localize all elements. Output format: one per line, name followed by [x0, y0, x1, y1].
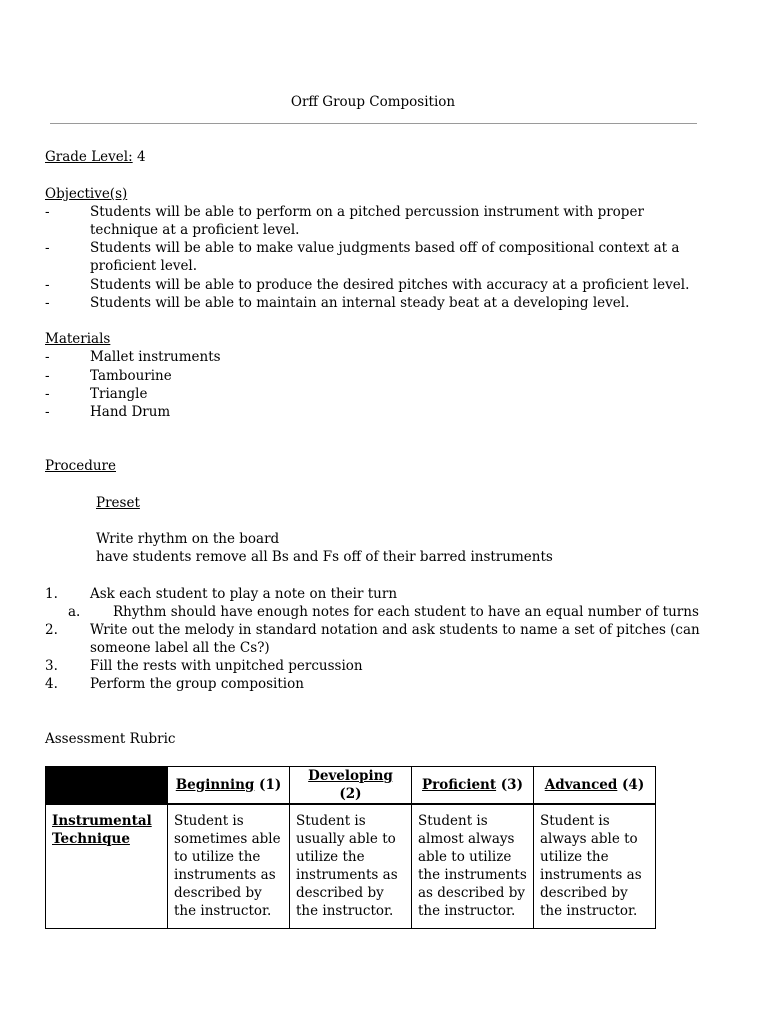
- material-text: Tambourine: [90, 368, 172, 384]
- bullet-marker: -: [45, 240, 50, 256]
- column-name: Advanced: [544, 777, 618, 793]
- preset-heading: Preset: [96, 495, 140, 511]
- document-title: Orff Group Composition: [290, 94, 456, 110]
- materials-heading: Materials: [45, 331, 111, 347]
- bullet-marker: -: [45, 368, 50, 384]
- rubric-column-header: [168, 767, 290, 805]
- procedure-substep: [68, 603, 708, 621]
- step-number: 1.: [45, 586, 58, 602]
- material-text: Triangle: [90, 386, 148, 402]
- bullet-marker: -: [45, 204, 50, 220]
- step-number: 2.: [45, 622, 58, 638]
- rubric-row: [46, 804, 656, 929]
- column-name: Developing: [308, 768, 393, 784]
- step-text: Write out the melody in standard notation and ask students to name a set of pitches (can someone label all the Cs?): [90, 622, 700, 656]
- objective-text: Students will be able to maintain an internal steady beat at a developing level.: [90, 295, 630, 311]
- rubric-column-header: [412, 767, 534, 805]
- column-score: (1): [254, 777, 282, 793]
- material-text: Hand Drum: [90, 404, 171, 420]
- rubric-heading: Assessment Rubric: [45, 731, 176, 747]
- criterion-label: Instrumental Technique: [52, 813, 152, 847]
- objective-item: [45, 276, 705, 294]
- material-item: [45, 385, 705, 403]
- title-divider: [50, 123, 697, 124]
- grade-level: [45, 148, 146, 166]
- objective-text: Students will be able to produce the desired pitches with accuracy at a proficient level.: [90, 277, 690, 293]
- material-text: Mallet instruments: [90, 349, 221, 365]
- column-score: (2): [339, 786, 362, 802]
- objective-text: Students will be able to make value judgments based off of compositional context at a proficient level.: [90, 240, 680, 274]
- material-item: [45, 367, 705, 385]
- bullet-marker: -: [45, 386, 50, 402]
- rubric-criterion: [46, 804, 168, 929]
- procedure-heading: Procedure: [45, 458, 116, 474]
- grade-level-value: 4: [132, 149, 146, 165]
- objective-item: [45, 294, 705, 312]
- column-name: Beginning: [175, 777, 255, 793]
- procedure-step: [45, 585, 705, 603]
- rubric-cell: Student is sometimes able to utilize the instruments as described by the instructor.: [168, 804, 290, 929]
- grade-level-label: Grade Level:: [45, 149, 133, 165]
- preset-line: have students remove all Bs and Fs off of their barred instruments: [96, 549, 553, 565]
- assessment-rubric-table: [45, 766, 656, 929]
- substep-text: Rhythm should have enough notes for each student to have an equal number of turns: [113, 604, 699, 620]
- step-text: Fill the rests with unpitched percussion: [90, 658, 363, 674]
- rubric-cell: Student is usually able to utilize the instruments as described by the instructor.: [290, 804, 412, 929]
- substep-letter: a.: [68, 604, 81, 620]
- rubric-header-row: [46, 767, 656, 805]
- step-number: 3.: [45, 658, 58, 674]
- column-score: (4): [617, 777, 645, 793]
- bullet-marker: -: [45, 404, 50, 420]
- rubric-cell: Student is almost always able to utilize the instruments as described by the instructor.: [412, 804, 534, 929]
- procedure-step: [45, 621, 705, 657]
- preset-line: Write rhythm on the board: [96, 531, 280, 547]
- step-text: Perform the group composition: [90, 676, 304, 692]
- step-text: Ask each student to play a note on their turn: [90, 586, 398, 602]
- column-name: Proficient: [422, 777, 497, 793]
- material-item: [45, 403, 705, 421]
- objective-item: [45, 239, 705, 275]
- procedure-step: [45, 657, 705, 675]
- rubric-cell: Student is always able to utilize the instruments as described by the instructor.: [534, 804, 656, 929]
- material-item: [45, 348, 705, 366]
- procedure-step: [45, 675, 705, 693]
- rubric-corner-cell: [46, 767, 168, 805]
- bullet-marker: -: [45, 349, 50, 365]
- rubric-column-header: [534, 767, 656, 805]
- bullet-marker: -: [45, 277, 50, 293]
- objective-text: Students will be able to perform on a pitched percussion instrument with proper technique at a proficient level.: [90, 204, 644, 238]
- rubric-column-header: [290, 767, 412, 805]
- objective-item: [45, 203, 705, 239]
- bullet-marker: -: [45, 295, 50, 311]
- objectives-heading: Objective(s): [45, 186, 128, 202]
- column-score: (3): [496, 777, 523, 793]
- step-number: 4.: [45, 676, 58, 692]
